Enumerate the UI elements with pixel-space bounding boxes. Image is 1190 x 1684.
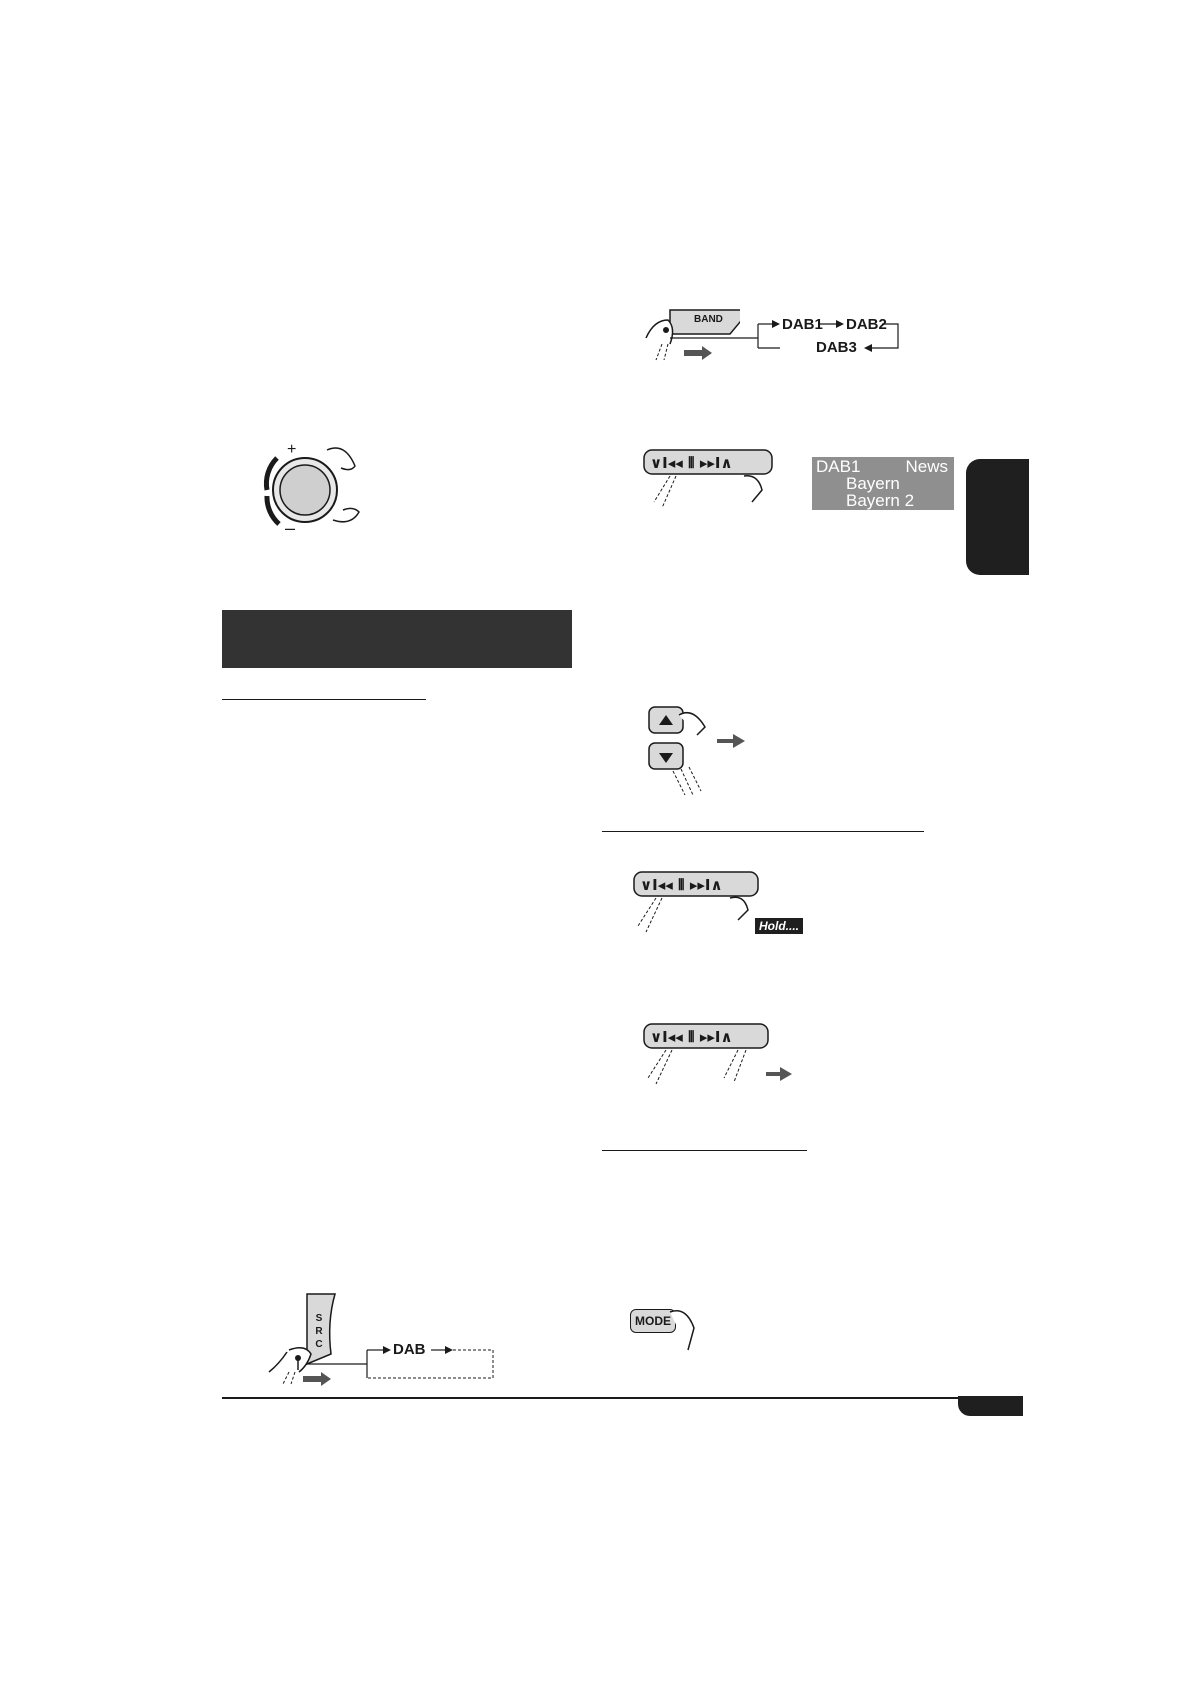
subheading-rule [222,699,426,700]
language-side-tab [966,459,1029,575]
svg-text:∨I◂◂ ⦀ ▸▸I∧: ∨I◂◂ ⦀ ▸▸I∧ [640,876,723,894]
src-flow-lines [265,1292,500,1387]
lcd-line1: Bayern [846,474,900,493]
lcd-band: DAB1 [816,457,861,476]
src-source-label: DAB [393,1341,426,1358]
footer-rule [222,1397,1023,1399]
up-down-buttons-illustration [645,703,755,798]
page-number-badge [958,1396,1023,1416]
band-diagram [640,306,910,366]
lcd-display [812,457,954,510]
section-header-bar [222,610,572,668]
band-flow-lines [640,306,910,366]
mode-button-label: MODE [630,1309,676,1333]
lcd-line2: Bayern 2 [846,491,915,510]
volume-knob-illustration [255,438,375,538]
band-dab1-label: DAB1 [782,316,823,333]
mode-button-illustration [630,1306,730,1358]
src-letter-s: S [315,1313,323,1324]
knob-plus-sign: + [287,441,297,458]
lcd-category: News [905,457,948,476]
src-letter-c: C [315,1339,323,1350]
band-button-label: BAND [694,314,723,325]
hold-label: Hold.... [755,918,803,934]
subheading-rule-3 [602,1150,807,1151]
band-dab3-label: DAB3 [816,339,857,356]
seek-buttons-illustration-2 [630,868,770,940]
svg-text:∨I◂◂ ⦀ ▸▸I∧: ∨I◂◂ ⦀ ▸▸I∧ [650,454,733,472]
svg-text:∨I◂◂ ⦀ ▸▸I∧: ∨I◂◂ ⦀ ▸▸I∧ [650,1028,733,1046]
seek-buttons-illustration-3 [630,1020,800,1092]
src-letter-r: R [315,1326,323,1337]
seek-buttons-illustration-1 [640,446,780,516]
subheading-rule-2 [602,831,924,832]
knob-minus-sign: – [285,518,296,538]
mode-finger [660,1306,720,1358]
src-diagram [265,1292,500,1387]
band-dab2-label: DAB2 [846,316,887,333]
